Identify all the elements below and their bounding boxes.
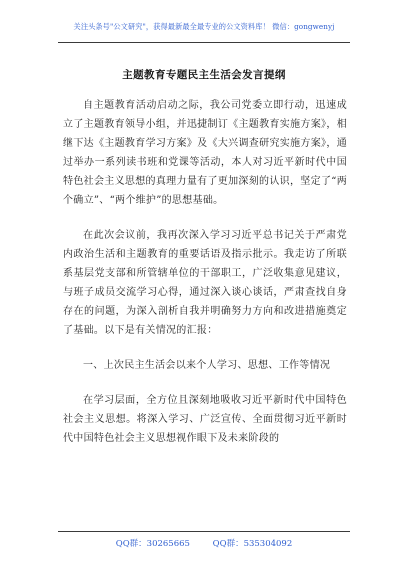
footer-divider (58, 531, 350, 532)
header-divider (58, 42, 350, 43)
section-heading: 一、上次民主生活会以来个人学习、思想、工作等情况 (83, 360, 331, 371)
header-promo-note: 关注头条号"公文研究"，获得最新最全最专业的公文资料库！ 微信：gongwenyj (73, 22, 335, 31)
document-title: 主题教育专题民主生活会发言提纲 (122, 69, 286, 81)
footer-contact (0, 537, 408, 549)
footer-qq-group-1: QQ群：30265665 (115, 539, 190, 549)
body-paragraph: 在学习层面，全方位且深刻地吸收习近平新时代中国特色社会主义思想。将深入学习、广泛宣传、全面贯彻习近平新时代中国特色社会主义思想视作眼下及未来阶段的 (63, 395, 347, 444)
document-body (63, 96, 347, 464)
body-paragraph: 在此次会议前，我再次深入学习习近平总书记关于严肃党内政治生活和主题教育的重要话语及指示批示。我走访了所联系基层党支部和所管辖单位的干部职工，广泛收集意见建议，与班子成员交流学习心得，通过深入谈心谈话，严肃查找自身存在的问题，为深入剖析自我并明确努力方向和改进措施奠定了基础。以下是有关情况的汇报： (63, 230, 347, 336)
footer-qq-group-2: QQ群：535304092 (212, 539, 293, 549)
body-paragraph: 自主题教育活动启动之际，我公司党委立即行动，迅速成立了主题教育领导小组，并迅捷制订《主题教育实施方案》，相继下达《主题教育学习方案》及《大兴调查研究实施方案》，通过举办一系列读书班和党课等活动，本人对习近平新时代中国特色社会主义思想的真理力量有了更加深刻的认识，坚定了“两个确立”、“两个维护”的思想基础。 (63, 100, 347, 206)
